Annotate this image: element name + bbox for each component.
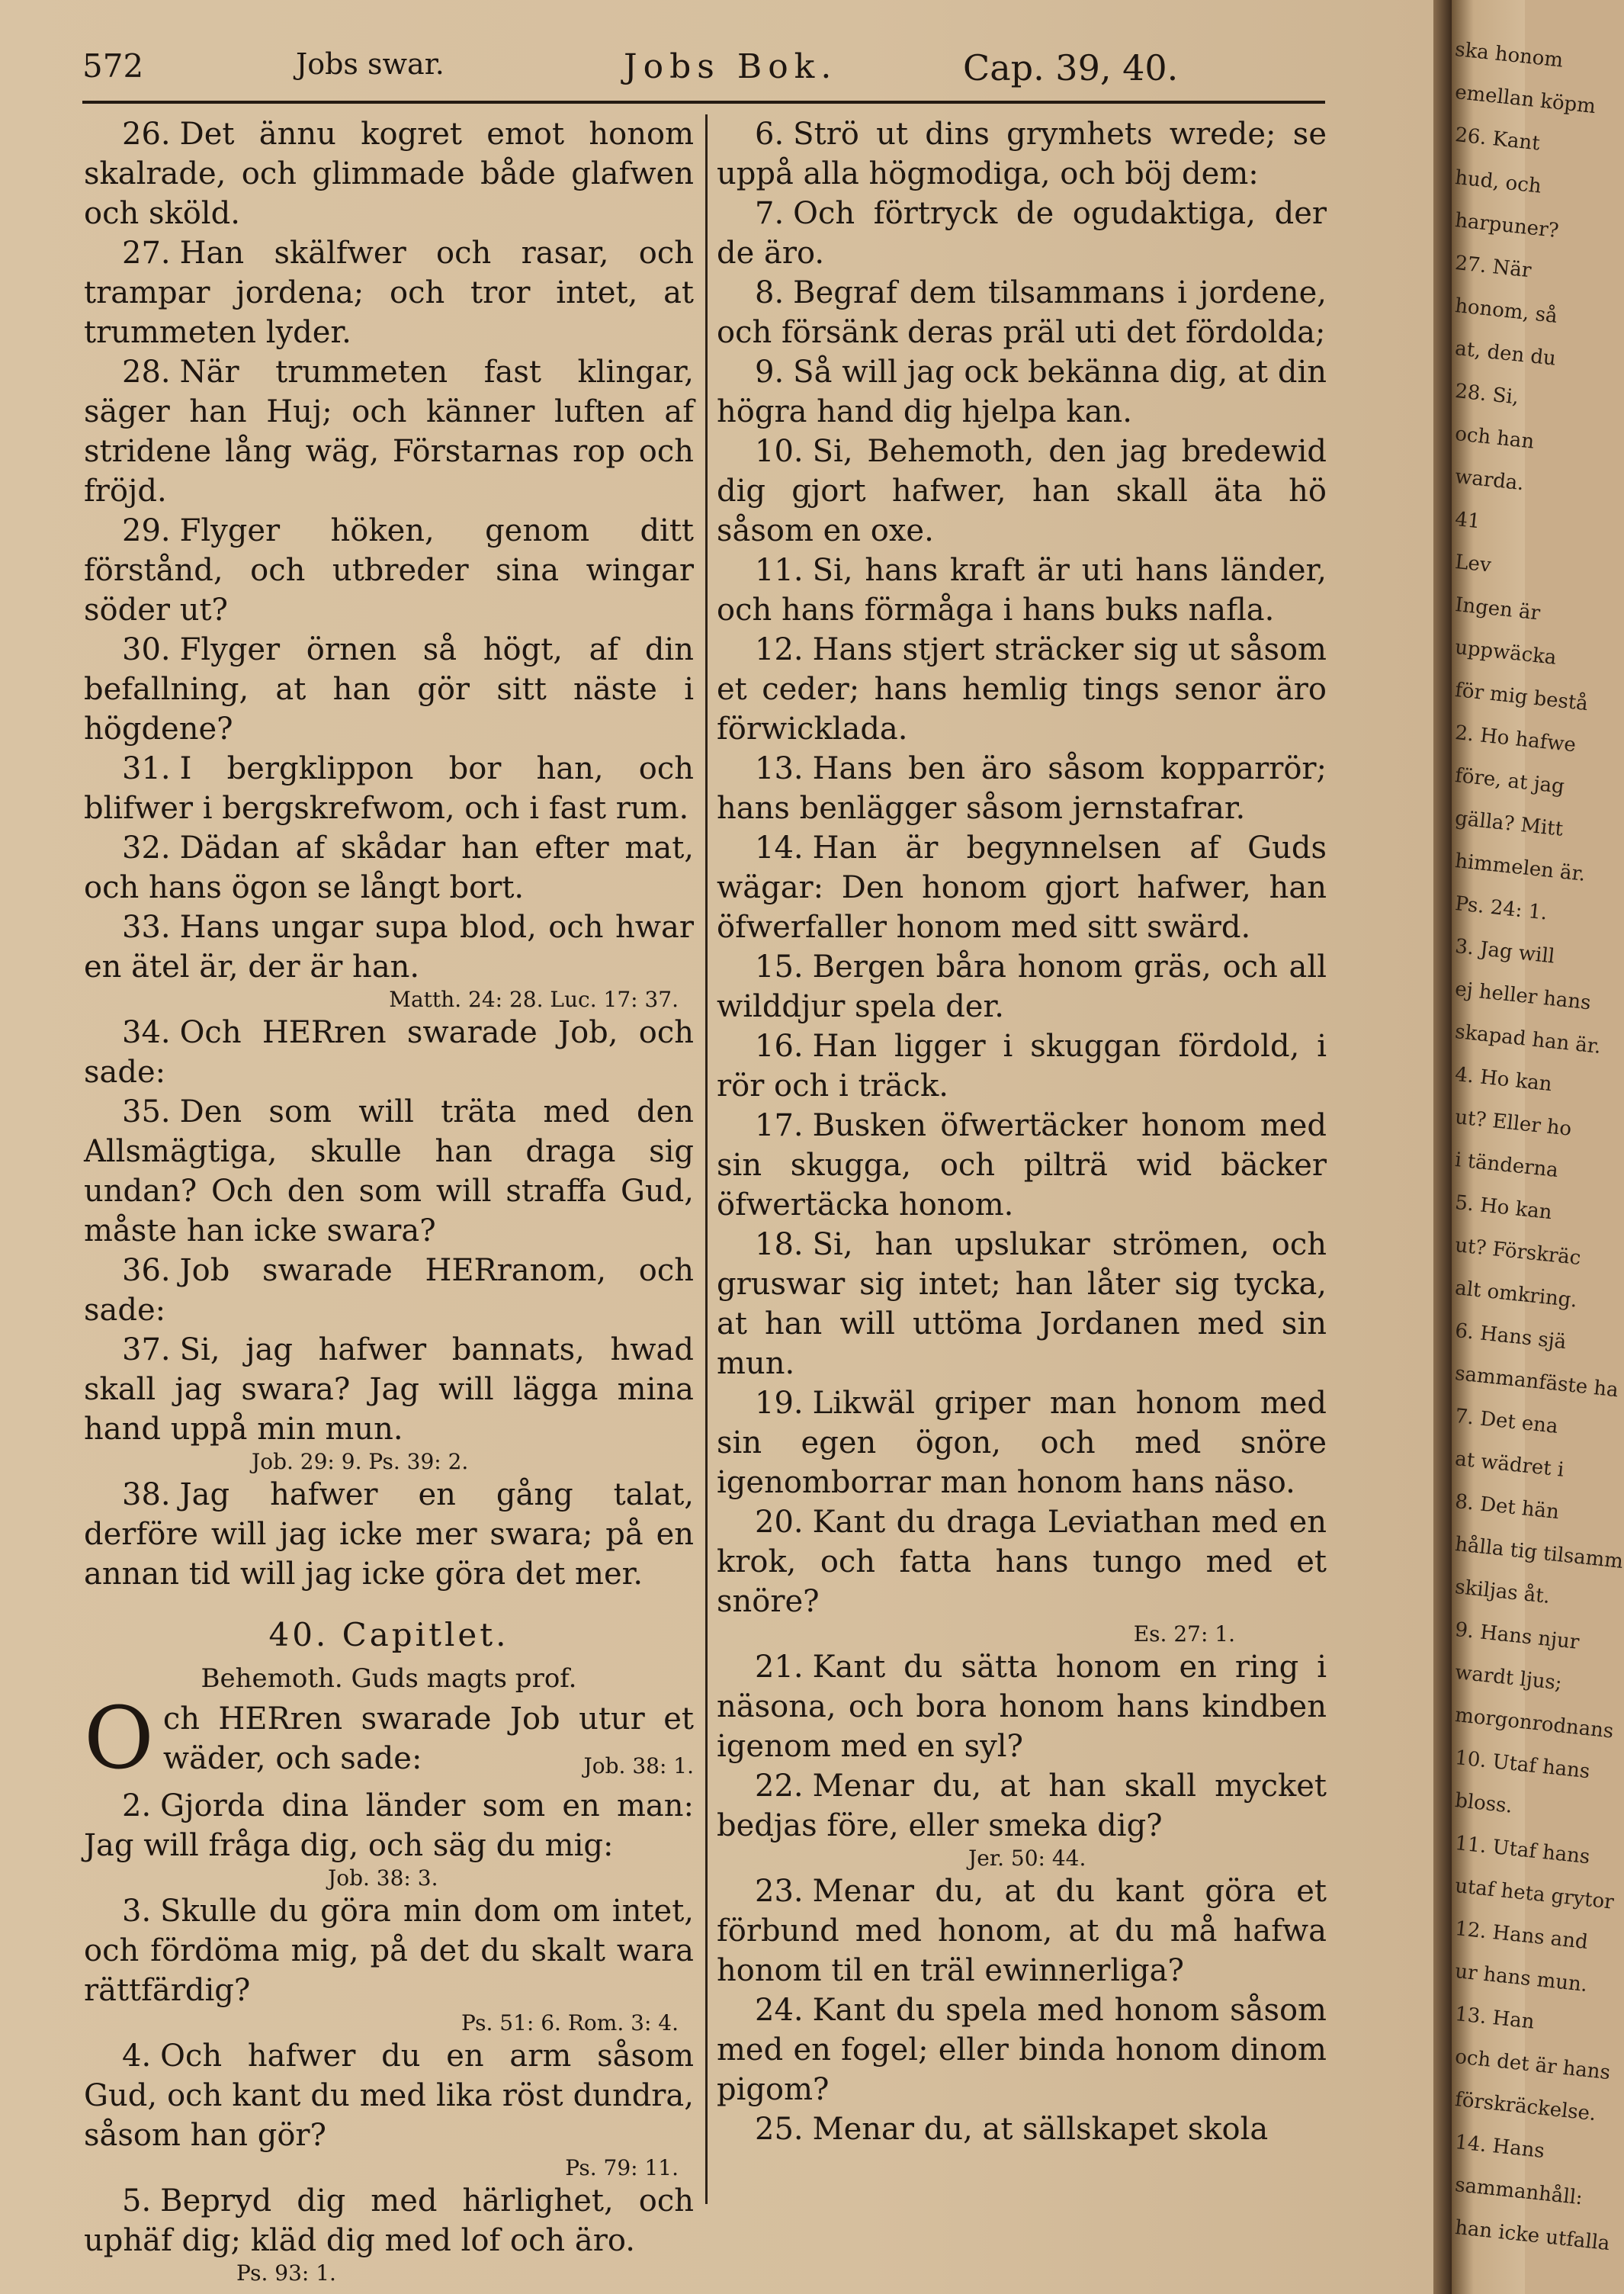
facing-page-text: harpuner? bbox=[1453, 209, 1560, 243]
verse-number: 9. bbox=[755, 355, 785, 390]
verse-number: 6. bbox=[755, 117, 785, 152]
facing-page-text: Lev bbox=[1453, 551, 1493, 577]
verse bbox=[84, 1330, 694, 1449]
running-title-left: Jobs swar. bbox=[296, 47, 445, 81]
verse bbox=[717, 1766, 1327, 1846]
cross-reference: Ps. 51: 6. Rom. 3: 4. bbox=[461, 2010, 679, 2035]
verse-text: Menar du, at du kant göra et förbund med honom, at du må hafwa honom til en träl ewinnerliga? bbox=[717, 1874, 1327, 1988]
cross-reference: Jer. 50: 44. bbox=[968, 1846, 1086, 1871]
verse-text: Menar du, at han skall mycket bedjas före, eller smeka dig? bbox=[717, 1769, 1327, 1843]
facing-page-text: gälla? Mitt bbox=[1453, 807, 1565, 841]
verse-text: Dädan af skådar han efter mat, och hans ögon se långt bort. bbox=[84, 831, 694, 905]
verse-number: 16. bbox=[755, 1029, 804, 1064]
verse bbox=[717, 1225, 1327, 1383]
verse bbox=[717, 273, 1327, 352]
verse bbox=[717, 194, 1327, 273]
facing-page-text: utaf heta grytor bbox=[1453, 1875, 1616, 1914]
verse-text: Strö ut dins grymhets wrede; se uppå alla högmodiga, och böj dem: bbox=[717, 117, 1327, 191]
verse-list bbox=[717, 114, 1327, 1621]
verse-number: 20. bbox=[755, 1505, 804, 1540]
facing-page-text: i tänderna bbox=[1453, 1149, 1560, 1183]
right-column bbox=[717, 114, 1327, 2149]
verse bbox=[84, 1251, 694, 1330]
verse bbox=[84, 2036, 694, 2155]
verse-text: Flyger örnen så högt, af din befallning, at han gör sitt näste i högdene? bbox=[84, 632, 694, 747]
facing-page-text: 7. Det ena bbox=[1453, 1405, 1559, 1439]
verse bbox=[717, 114, 1327, 194]
cross-reference: Job. 38: 3. bbox=[328, 1865, 438, 1891]
facing-page-text: ut? Eller ho bbox=[1453, 1106, 1573, 1141]
verse bbox=[84, 1891, 694, 2010]
verse-list bbox=[717, 1647, 1327, 1846]
verse bbox=[717, 1872, 1327, 1990]
verse bbox=[717, 828, 1327, 947]
facing-page-text: bloss. bbox=[1453, 1789, 1514, 1818]
verse-list bbox=[84, 1013, 694, 1449]
verse bbox=[84, 2181, 694, 2260]
verse bbox=[84, 630, 694, 749]
verse-text: Si, jag hafwer bannats, hwad skall jag swara? Jag will lägga mina hand uppå min mun. bbox=[84, 1332, 694, 1447]
verse-number: 5. bbox=[122, 2183, 152, 2218]
verse bbox=[84, 908, 694, 987]
column-divider bbox=[705, 114, 708, 2204]
verse-number: 21. bbox=[755, 1650, 804, 1685]
verse bbox=[717, 352, 1327, 432]
verse-text: Kant du draga Leviathan med en krok, och fatta hans tungo med et snöre? bbox=[717, 1505, 1327, 1619]
facing-page-text: at, den du bbox=[1453, 337, 1558, 371]
page-number: 572 bbox=[82, 47, 144, 85]
facing-page-text: 41 bbox=[1453, 508, 1481, 534]
verse-number: 11. bbox=[755, 553, 804, 588]
facing-page-text: 13. Han bbox=[1453, 2003, 1536, 2034]
left-column bbox=[84, 114, 694, 2286]
verse-text: Den som will träta med den Allsmägtiga, skulle han draga sig undan? Och den som will straffa Gud, måste han icke swara? bbox=[84, 1094, 694, 1248]
facing-page-text: ej heller hans bbox=[1453, 978, 1592, 1015]
facing-page-edge bbox=[1452, 0, 1624, 2294]
verse-text: Likwäl griper man honom med sin egen ögon, och med snöre igenomborrar man honom hans näso. bbox=[717, 1386, 1327, 1500]
verse-number: 10. bbox=[755, 434, 804, 469]
facing-page-text: sammanfäste ha bbox=[1453, 1362, 1620, 1402]
verse-text: Han skälfwer och rasar, och trampar jordena; och tror intet, at trummeten lyder. bbox=[84, 236, 694, 350]
facing-page-text: förskräckelse. bbox=[1453, 2088, 1597, 2126]
facing-page-text: emellan köpm bbox=[1453, 81, 1597, 119]
verse-number: 24. bbox=[755, 1993, 804, 2028]
facing-page-text: morgonrodnans bbox=[1453, 1704, 1615, 1743]
verse-number: 17. bbox=[755, 1108, 804, 1143]
verse bbox=[717, 1106, 1327, 1225]
facing-page-text: 8. Det hän bbox=[1453, 1490, 1561, 1525]
verse-number: 18. bbox=[755, 1227, 804, 1262]
facing-page-text: ur hans mun. bbox=[1453, 1960, 1589, 1997]
verse-text: Han är begynnelsen af Guds wägar: Den honom gjort hafwer, han öfwerfaller honom med sitt swärd. bbox=[717, 831, 1327, 945]
verse-number: 7. bbox=[755, 196, 785, 231]
verse-number: 2. bbox=[122, 1788, 152, 1823]
facing-page-text: at wädret i bbox=[1453, 1447, 1565, 1482]
verse bbox=[717, 551, 1327, 630]
cross-reference: Job. 38: 1. bbox=[583, 1753, 694, 1778]
verse bbox=[717, 749, 1327, 828]
verse-text: Bepryd dig med härlighet, och uphäf dig; kläd dig med lof och äro. bbox=[84, 2183, 694, 2258]
cross-reference: Ps. 79: 11. bbox=[565, 2155, 679, 2180]
verse bbox=[84, 1786, 694, 1865]
verse bbox=[717, 432, 1327, 551]
verse bbox=[84, 1013, 694, 1092]
verse-text: Gjorda dina länder som en man: Jag will fråga dig, och säg du mig: bbox=[84, 1788, 694, 1863]
verse-text: Jag hafwer en gång talat, derföre will jag icke mer swara; på en annan tid will jag icke göra det mer. bbox=[84, 1477, 694, 1592]
cross-reference: Job. 29: 9. Ps. 39: 2. bbox=[252, 1449, 469, 1474]
verse-text: Skulle du göra min dom om intet, och fördöma mig, på det du skalt wara rättfärdig? bbox=[84, 1894, 694, 2008]
verse-number: 30. bbox=[122, 632, 171, 667]
verse-number: 8. bbox=[755, 275, 785, 310]
verse-text: Si, hans kraft är uti hans länder, och hans förmåga i hans buks nafla. bbox=[717, 553, 1327, 628]
facing-page-text: hålla tig tilsamm bbox=[1453, 1533, 1624, 1573]
facing-page-text: 28. Si, bbox=[1453, 380, 1520, 410]
verse-number: 12. bbox=[755, 632, 804, 667]
facing-page-text: warda. bbox=[1453, 465, 1526, 496]
facing-page-text: honom, så bbox=[1453, 294, 1559, 328]
cross-reference: Es. 27: 1. bbox=[1133, 1621, 1235, 1647]
verse bbox=[84, 828, 694, 908]
facing-page-text: skapad han är. bbox=[1453, 1020, 1603, 1059]
verse-number: 14. bbox=[755, 831, 804, 866]
verse-text: Begraf dem tilsammans i jordene, och försänk deras präl uti det fördolda; bbox=[717, 275, 1327, 350]
verse-number: 19. bbox=[755, 1386, 804, 1421]
verse-text: Menar du, at sällskapet skola bbox=[812, 2112, 1269, 2147]
verse-text: Det ännu kogret emot honom skalrade, och glimmade både glafwen och sköld. bbox=[84, 117, 694, 231]
facing-page-text: himmelen är. bbox=[1453, 850, 1587, 886]
verse-number: 27. bbox=[122, 236, 171, 271]
running-header bbox=[82, 47, 1325, 101]
verse-number: 23. bbox=[755, 1874, 804, 1909]
facing-page-text: skiljas åt. bbox=[1453, 1576, 1552, 1608]
cross-reference: Ps. 93: 1. bbox=[236, 2260, 336, 2286]
facing-page-text: 4. Ho kan bbox=[1453, 1063, 1553, 1097]
verse bbox=[84, 352, 694, 511]
verse bbox=[717, 1383, 1327, 1502]
facing-page-text: 12. Hans and bbox=[1453, 1917, 1590, 1955]
facing-page-text: för mig bestå bbox=[1453, 679, 1590, 716]
chapter-summary: Behemoth. Guds magts prof. bbox=[201, 1663, 577, 1694]
verse-text: Så will jag ock bekänna dig, at din högra hand dig hjelpa kan. bbox=[717, 355, 1327, 429]
verse-number: 32. bbox=[122, 831, 171, 866]
verse-text: Och hafwer du en arm såsom Gud, och kant du med lika röst dundra, såsom han gör? bbox=[84, 2039, 694, 2153]
verse-text: Han ligger i skuggan fördold, i rör och i träck. bbox=[717, 1029, 1327, 1104]
header-rule bbox=[82, 101, 1325, 104]
verse-text: Kant du spela med honom såsom med en fogel; eller binda honom dinom pigom? bbox=[717, 1993, 1327, 2107]
verse bbox=[84, 511, 694, 630]
verse-text: Flyger höken, genom ditt förstånd, och utbreder sina wingar söder ut? bbox=[84, 513, 694, 628]
verse-text: Busken öfwertäcker honom med sin skugga, och pilträ wid bäcker öfwertäcka honom. bbox=[717, 1108, 1327, 1223]
verse bbox=[717, 947, 1327, 1027]
facing-page-text: 3. Jag will bbox=[1453, 935, 1556, 969]
verse bbox=[84, 114, 694, 233]
verse-text: När trummeten fast klingar, säger han Huj; och känner luften af stridene lång wäg, Förstarnas rop och fröjd. bbox=[84, 355, 694, 509]
facing-page-text: 27. När bbox=[1453, 252, 1533, 283]
facing-page-text: ut? Förskräc bbox=[1453, 1234, 1582, 1271]
verse bbox=[84, 1475, 694, 1594]
verse bbox=[84, 1092, 694, 1251]
verse bbox=[717, 1990, 1327, 2109]
verse-text: Hans ben äro såsom kopparrör; hans benlägger såsom jernstafrar. bbox=[717, 751, 1327, 826]
facing-page-text: han icke utfalla bbox=[1453, 2216, 1611, 2256]
facing-page-text: 10. Utaf hans bbox=[1453, 1746, 1591, 1784]
facing-page-text: före, at jag bbox=[1453, 764, 1566, 798]
verse-text: Si, Behemoth, den jag bredewid dig gjort hafwer, han skall äta hö såsom en oxe. bbox=[717, 434, 1327, 548]
facing-page-text: sammanhåll: bbox=[1453, 2174, 1584, 2210]
verse bbox=[717, 2109, 1327, 2149]
facing-page-text: 9. Hans njur bbox=[1453, 1618, 1581, 1654]
chapter-reference: Cap. 39, 40. bbox=[963, 47, 1179, 88]
verse bbox=[84, 749, 694, 828]
verse-text: Hans ungar supa blod, och hwar en ätel är, der är han. bbox=[84, 910, 694, 985]
verse bbox=[717, 630, 1327, 749]
facing-page-text: och det är hans bbox=[1453, 2045, 1612, 2085]
verse-number: 4. bbox=[122, 2039, 152, 2074]
facing-page-text: ska honom bbox=[1453, 38, 1565, 72]
verse-text: I bergklippon bor han, och blifwer i bergskrefwom, och i fast rum. bbox=[84, 751, 694, 826]
verse-number: 36. bbox=[122, 1253, 171, 1288]
verse-text: Job swarade HERranom, och sade: bbox=[84, 1253, 694, 1328]
verse-number: 22. bbox=[755, 1769, 804, 1804]
verse bbox=[717, 1647, 1327, 1766]
verse bbox=[84, 1689, 694, 1788]
facing-page-text: wardt ljus; bbox=[1453, 1661, 1563, 1695]
facing-page-text: 6. Hans sjä bbox=[1453, 1319, 1568, 1354]
facing-page-text: 14. Hans bbox=[1453, 2131, 1546, 2164]
verse-number: 13. bbox=[755, 751, 804, 786]
facing-page-text: och han bbox=[1453, 422, 1536, 454]
verse-number: 31. bbox=[122, 751, 171, 786]
verse-list bbox=[84, 114, 694, 987]
verse-text: Hans stjert sträcker sig ut såsom et ceder; hans hemlig tings senor äro förwicklada. bbox=[717, 632, 1327, 747]
facing-page-text: 11. Utaf hans bbox=[1453, 1832, 1591, 1869]
facing-page-text: uppwäcka bbox=[1453, 636, 1558, 670]
verse bbox=[717, 1502, 1327, 1621]
verse-text: ch HERren swarade Job utur et wäder, och sade: bbox=[162, 1701, 694, 1776]
verse-number: 34. bbox=[122, 1015, 171, 1050]
chapter-title: 40. Capitlet. bbox=[268, 1616, 509, 1653]
verse-number: 26. bbox=[122, 117, 171, 152]
facing-page-text: Ingen är bbox=[1453, 593, 1542, 625]
verse-number: 33. bbox=[122, 910, 171, 945]
verse-number: 38. bbox=[122, 1477, 171, 1512]
verse-list bbox=[717, 1872, 1327, 2149]
verse bbox=[717, 1027, 1327, 1106]
verse-text: Bergen båra honom gräs, och all wilddjur spela der. bbox=[717, 949, 1327, 1024]
facing-page-text: 5. Ho kan bbox=[1453, 1191, 1553, 1225]
verse-number: 3. bbox=[122, 1894, 152, 1929]
verse-number: 15. bbox=[755, 949, 804, 985]
verse-number: 25. bbox=[755, 2112, 804, 2147]
facing-page-text: Ps. 24: 1. bbox=[1453, 892, 1549, 925]
facing-page-text: 2. Ho hafwe bbox=[1453, 721, 1577, 757]
verse-text: Och förtryck de ogudaktiga, der de äro. bbox=[717, 196, 1327, 271]
cross-reference: Matth. 24: 28. Luc. 17: 37. bbox=[389, 987, 679, 1012]
drop-cap: O bbox=[84, 1689, 154, 1788]
facing-page-text: 26. Kant bbox=[1453, 124, 1542, 156]
verse bbox=[84, 233, 694, 352]
book-gutter bbox=[1433, 0, 1452, 2294]
verse-text: Si, han upslukar strömen, och gruswar sig intet; han låter sig tycka, at han will uttöma Jordanen med sin mun. bbox=[717, 1227, 1327, 1381]
verse-number: 28. bbox=[122, 355, 171, 390]
verse-number: 35. bbox=[122, 1094, 171, 1129]
facing-page-text: alt omkring. bbox=[1453, 1277, 1579, 1312]
facing-page-text: hud, och bbox=[1453, 166, 1543, 198]
verse-text: Och HERren swarade Job, och sade: bbox=[84, 1015, 694, 1090]
verse-text: Kant du sätta honom en ring i näsona, och bora honom hans kindben igenom med en syl? bbox=[717, 1650, 1327, 1764]
verse-number: 29. bbox=[122, 513, 171, 548]
book-title: Jobs Bok. bbox=[624, 47, 838, 86]
verse-number: 37. bbox=[122, 1332, 171, 1367]
